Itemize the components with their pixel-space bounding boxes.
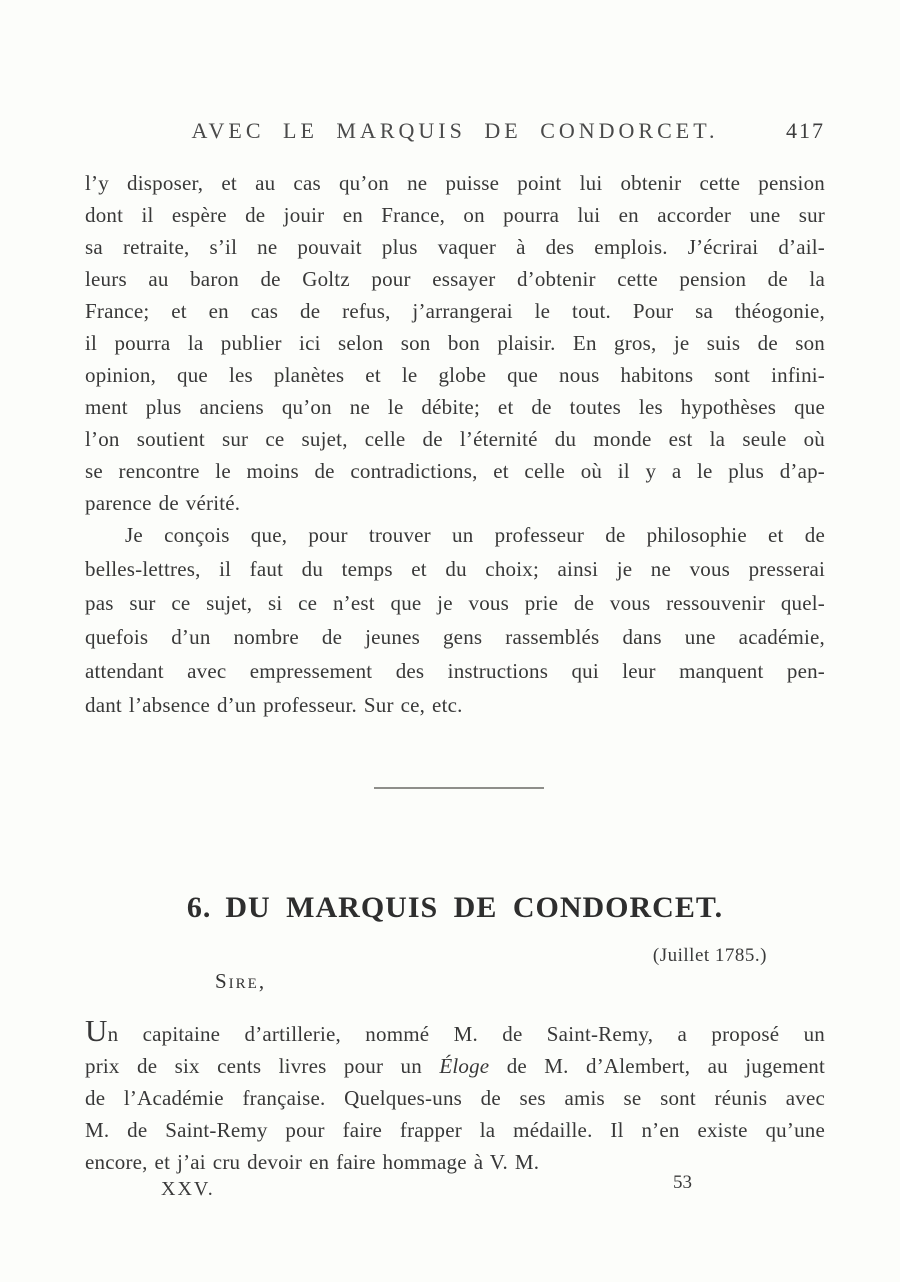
text-line: [85, 1050, 825, 1082]
text-line: [85, 359, 825, 391]
text-segment: M. de Saint-Remy pour faire frapper la médaille. Il n’en existe qu’une: [85, 1118, 825, 1142]
text-line: [85, 327, 825, 359]
initial-capital: U: [85, 1013, 108, 1048]
section-heading: [85, 890, 825, 926]
text-segment: l’on soutient sur ce sujet, celle de l’éternité du monde est la seule où: [85, 427, 825, 451]
text-line: [85, 518, 825, 552]
letter-date: (Juillet 1785.): [652, 945, 767, 966]
text-segment: se rencontre le moins de contradictions, et celle où il y a le plus d’ap-: [85, 459, 825, 483]
text-segment: sa retraite, s’il ne pouvait plus vaquer à des emplois. J’écrirai d’ail-: [85, 235, 825, 259]
text-line: [85, 167, 825, 199]
text-segment: n capitaine d’artillerie, nommé M. de Saint-Remy, a proposé un: [107, 1022, 825, 1046]
italic-text: Éloge: [439, 1054, 490, 1078]
running-head: [85, 116, 825, 146]
paragraph: [85, 518, 825, 722]
text-segment: prix de six cents livres pour un: [85, 1054, 440, 1078]
text-line: [85, 620, 825, 654]
text-line: [85, 1082, 825, 1114]
running-head-title: AVEC LE MARQUIS DE CONDORCET.: [191, 118, 719, 143]
text-segment: attendant avec empressement des instructions qui leur manquent pen-: [85, 659, 825, 683]
text-segment: de M. d’Alembert, au jugement: [489, 1054, 825, 1078]
letter-salutation: Sire,: [215, 969, 267, 993]
text-segment: il pourra la publier ici selon son bon plaisir. En gros, je suis de son: [85, 331, 825, 355]
section-title: DU MARQUIS DE CONDORCET.: [225, 891, 724, 924]
text-segment: ment plus anciens qu’on ne le débite; et de toutes les hypothèses que: [85, 395, 825, 419]
text-line: [85, 231, 825, 263]
text-segment: leurs au baron de Goltz pour essayer d’obtenir cette pension de la: [85, 267, 825, 291]
text-line: [85, 199, 825, 231]
text-segment: dont il espère de jouir en France, on pourra lui en accorder une sur: [85, 203, 825, 227]
text-segment: pas sur ce sujet, si ce n’est que je vous prie de vous ressouvenir quel-: [85, 591, 825, 615]
paragraph-continuation: [85, 167, 825, 519]
text-segment: l’y disposer, et au cas qu’on ne puisse point lui obtenir cette pension: [85, 171, 825, 195]
text-line: [85, 688, 825, 722]
text-column: [85, 0, 825, 1282]
text-segment: France; et en cas de refus, j’arrangerai le tout. Pour sa théogonie,: [85, 299, 825, 323]
text-segment: de l’Académie française. Quelques-uns de ses amis se sont réunis avec: [85, 1086, 825, 1110]
text-segment: quefois d’un nombre de jeunes gens rassemblés dans une académie,: [85, 625, 825, 649]
text-line: [85, 391, 825, 423]
section-divider: [374, 787, 544, 789]
text-segment: belles-lettres, il faut du temps et du choix; ainsi je ne vous presserai: [85, 557, 825, 581]
text-line: [85, 295, 825, 327]
text-line: [85, 1015, 825, 1050]
text-line: [85, 654, 825, 688]
text-segment: encore, et j’ai cru devoir en faire hommage à V. M.: [85, 1150, 540, 1174]
text-line: [85, 263, 825, 295]
sheet-number: 53: [673, 1172, 692, 1193]
text-line: [85, 1146, 825, 1178]
text-line: [85, 423, 825, 455]
text-line: [85, 586, 825, 620]
text-segment: opinion, que les planètes et le globe que nous habitons sont infini-: [85, 363, 825, 387]
text-line: [85, 455, 825, 487]
text-line: [85, 1114, 825, 1146]
section-number: 6.: [186, 891, 212, 924]
text-line: [85, 487, 825, 519]
volume-signature-mark: XXV.: [161, 1178, 215, 1200]
text-segment: Je conçois que, pour trouver un professeur de philosophie et de: [125, 523, 825, 547]
text-segment: dant l’absence d’un professeur. Sur ce, etc.: [85, 693, 463, 717]
letter-paragraph: [85, 1015, 825, 1178]
text-segment: parence de vérité.: [85, 491, 241, 515]
page-number: 417: [786, 118, 825, 143]
text-line: [85, 552, 825, 586]
